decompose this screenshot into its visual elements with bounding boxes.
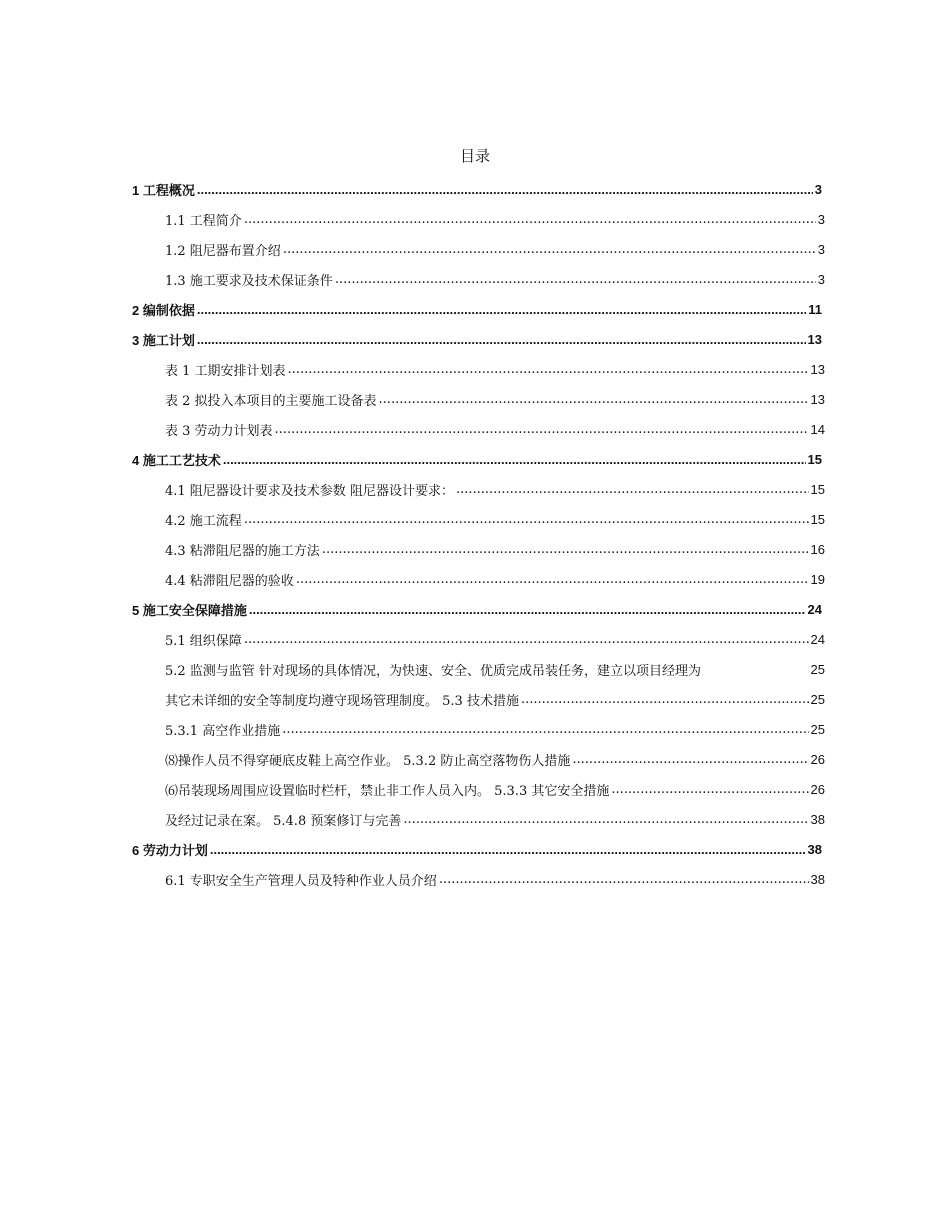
toc-page-number: 15 <box>810 481 825 497</box>
toc-page-number: 24 <box>810 631 825 647</box>
toc-entry-text: 1 工程概况 <box>132 182 195 198</box>
toc-entry-text: 3 施工计划 <box>132 332 195 348</box>
toc-dot-leader <box>197 332 806 347</box>
toc-page-number: 16 <box>810 541 825 557</box>
toc-page-number: 38 <box>810 871 825 887</box>
toc-title: 目录 <box>459 147 490 165</box>
toc-dot-leader <box>611 782 808 797</box>
toc-entry-text: 1.1 工程简介 <box>165 213 242 229</box>
toc-page-number: 11 <box>808 301 822 317</box>
toc-dot-leader <box>210 842 806 857</box>
toc-entry-text: 5.2 监测与监管 针对现场的具体情况，为快速、安全、优质完成吊装任务，建立以项目经理为 <box>165 663 701 679</box>
toc-entry-text: 2 编制依据 <box>132 302 195 318</box>
toc-page-number: 3 <box>817 211 825 227</box>
toc-page-number: 3 <box>817 241 825 257</box>
toc-dot-leader <box>283 242 816 257</box>
toc-dot-leader <box>249 602 806 617</box>
toc-entry-text: 6 劳动力计划 <box>132 842 208 858</box>
toc-dot-leader <box>223 452 806 467</box>
toc-page-number: 19 <box>810 571 825 587</box>
toc-entry-text: 5 施工安全保障措施 <box>132 602 247 618</box>
toc-entry-text: ⑹吊装现场周围应设置临时栏杆，禁止非工作人员入内。 5.3.3 其它安全措施 <box>165 783 610 799</box>
toc-dot-leader <box>244 512 809 527</box>
toc-entry-text: 表 3 劳动力计划表 <box>165 423 273 439</box>
toc-entry-text: 6.1 专职安全生产管理人员及特种作业人员介绍 <box>165 873 437 889</box>
toc-section-entry[interactable] <box>165 504 825 534</box>
toc-section-entry[interactable] <box>165 414 825 444</box>
toc-dot-leader <box>288 362 809 377</box>
toc-page-number: 15 <box>810 511 825 527</box>
toc-section-entry[interactable] <box>165 264 825 294</box>
toc-entry-text: ⑻操作人员不得穿硬底皮鞋上高空作业。 5.3.2 防止高空落物伤人措施 <box>165 753 571 769</box>
toc-section-entry[interactable] <box>165 384 825 414</box>
toc-section-entry[interactable] <box>165 354 825 384</box>
toc-entry-text: 表 2 拟投入本项目的主要施工设备表 <box>165 393 377 409</box>
toc-section-entry[interactable] <box>165 744 825 774</box>
toc-page-number: 3 <box>814 181 822 197</box>
toc-page-number: 26 <box>810 751 825 767</box>
toc-entry-text: 5.1 组织保障 <box>165 633 242 649</box>
toc-dot-leader <box>296 572 809 587</box>
toc-dot-leader <box>244 632 809 647</box>
toc-entry-text: 4.1 阻尼器设计要求及技术参数 阻尼器设计要求： <box>165 483 454 499</box>
toc-entry-text: 4.3 粘滞阻尼器的施工方法 <box>165 543 320 559</box>
toc-dot-leader <box>244 212 816 227</box>
toc-section-entry[interactable] <box>165 864 825 894</box>
toc-page-number: 15 <box>807 451 822 467</box>
toc-page-number: 14 <box>810 421 825 437</box>
toc-chapter-entry[interactable] <box>132 294 822 324</box>
toc-section-entry[interactable] <box>165 684 825 714</box>
toc-section-entry[interactable] <box>165 804 825 834</box>
toc-dot-leader <box>403 812 808 827</box>
toc-entry-text: 及经过记录在案。 5.4.8 预案修订与完善 <box>165 813 402 829</box>
toc-chapter-entry[interactable] <box>132 174 822 204</box>
toc-page-number: 38 <box>810 811 825 827</box>
toc-section-entry[interactable] <box>165 774 825 804</box>
toc-page-number: 25 <box>810 661 825 677</box>
toc-entry-text: 其它未详细的安全等制度均遵守现场管理制度。 5.3 技术措施 <box>165 693 519 709</box>
toc-section-entry[interactable] <box>165 534 825 564</box>
toc-chapter-entry[interactable] <box>132 594 822 624</box>
toc-entry-text: 1.3 施工要求及技术保证条件 <box>165 273 333 289</box>
toc-page-number: 25 <box>810 691 825 707</box>
toc-entry-text: 1.2 阻尼器布置介绍 <box>165 243 281 259</box>
toc-entry-text: 表 1 工期安排计划表 <box>165 363 286 379</box>
toc-dot-leader <box>521 692 809 707</box>
toc-section-entry[interactable] <box>165 624 825 654</box>
toc-page-number: 13 <box>810 391 825 407</box>
toc-page-number: 13 <box>810 361 825 377</box>
toc-entry-text: 4 施工工艺技术 <box>132 452 221 468</box>
toc-dot-leader <box>275 422 809 437</box>
toc-chapter-entry[interactable] <box>132 324 822 354</box>
toc-dot-leader <box>335 272 816 287</box>
toc-chapter-entry[interactable] <box>132 444 822 474</box>
toc-section-entry[interactable] <box>165 204 825 234</box>
toc-chapter-entry[interactable] <box>132 834 822 864</box>
toc-entry-text: 4.4 粘滞阻尼器的验收 <box>165 573 294 589</box>
toc-page-number: 24 <box>807 601 822 617</box>
toc-page-number: 25 <box>810 721 825 737</box>
toc-dot-leader <box>282 722 808 737</box>
toc-section-entry[interactable] <box>165 654 825 684</box>
toc-section-entry[interactable] <box>165 714 825 744</box>
toc-page-number: 38 <box>807 841 822 857</box>
toc-section-entry[interactable] <box>165 474 825 504</box>
toc-section-entry[interactable] <box>165 234 825 264</box>
toc-section-entry[interactable] <box>165 564 825 594</box>
toc-dot-leader <box>439 872 809 887</box>
toc-dot-leader <box>456 482 809 497</box>
toc-dot-leader <box>379 392 809 407</box>
toc-dot-leader <box>197 302 806 317</box>
toc-entry-text: 5.3.1 高空作业措施 <box>165 723 281 739</box>
toc-page-number: 13 <box>807 331 822 347</box>
toc-entry-text: 4.2 施工流程 <box>165 513 242 529</box>
toc-dot-leader <box>572 752 808 767</box>
toc-page-number: 3 <box>817 271 825 287</box>
toc-dot-leader <box>197 182 813 197</box>
toc-page-number: 26 <box>810 781 825 797</box>
toc-dot-leader <box>322 542 809 557</box>
